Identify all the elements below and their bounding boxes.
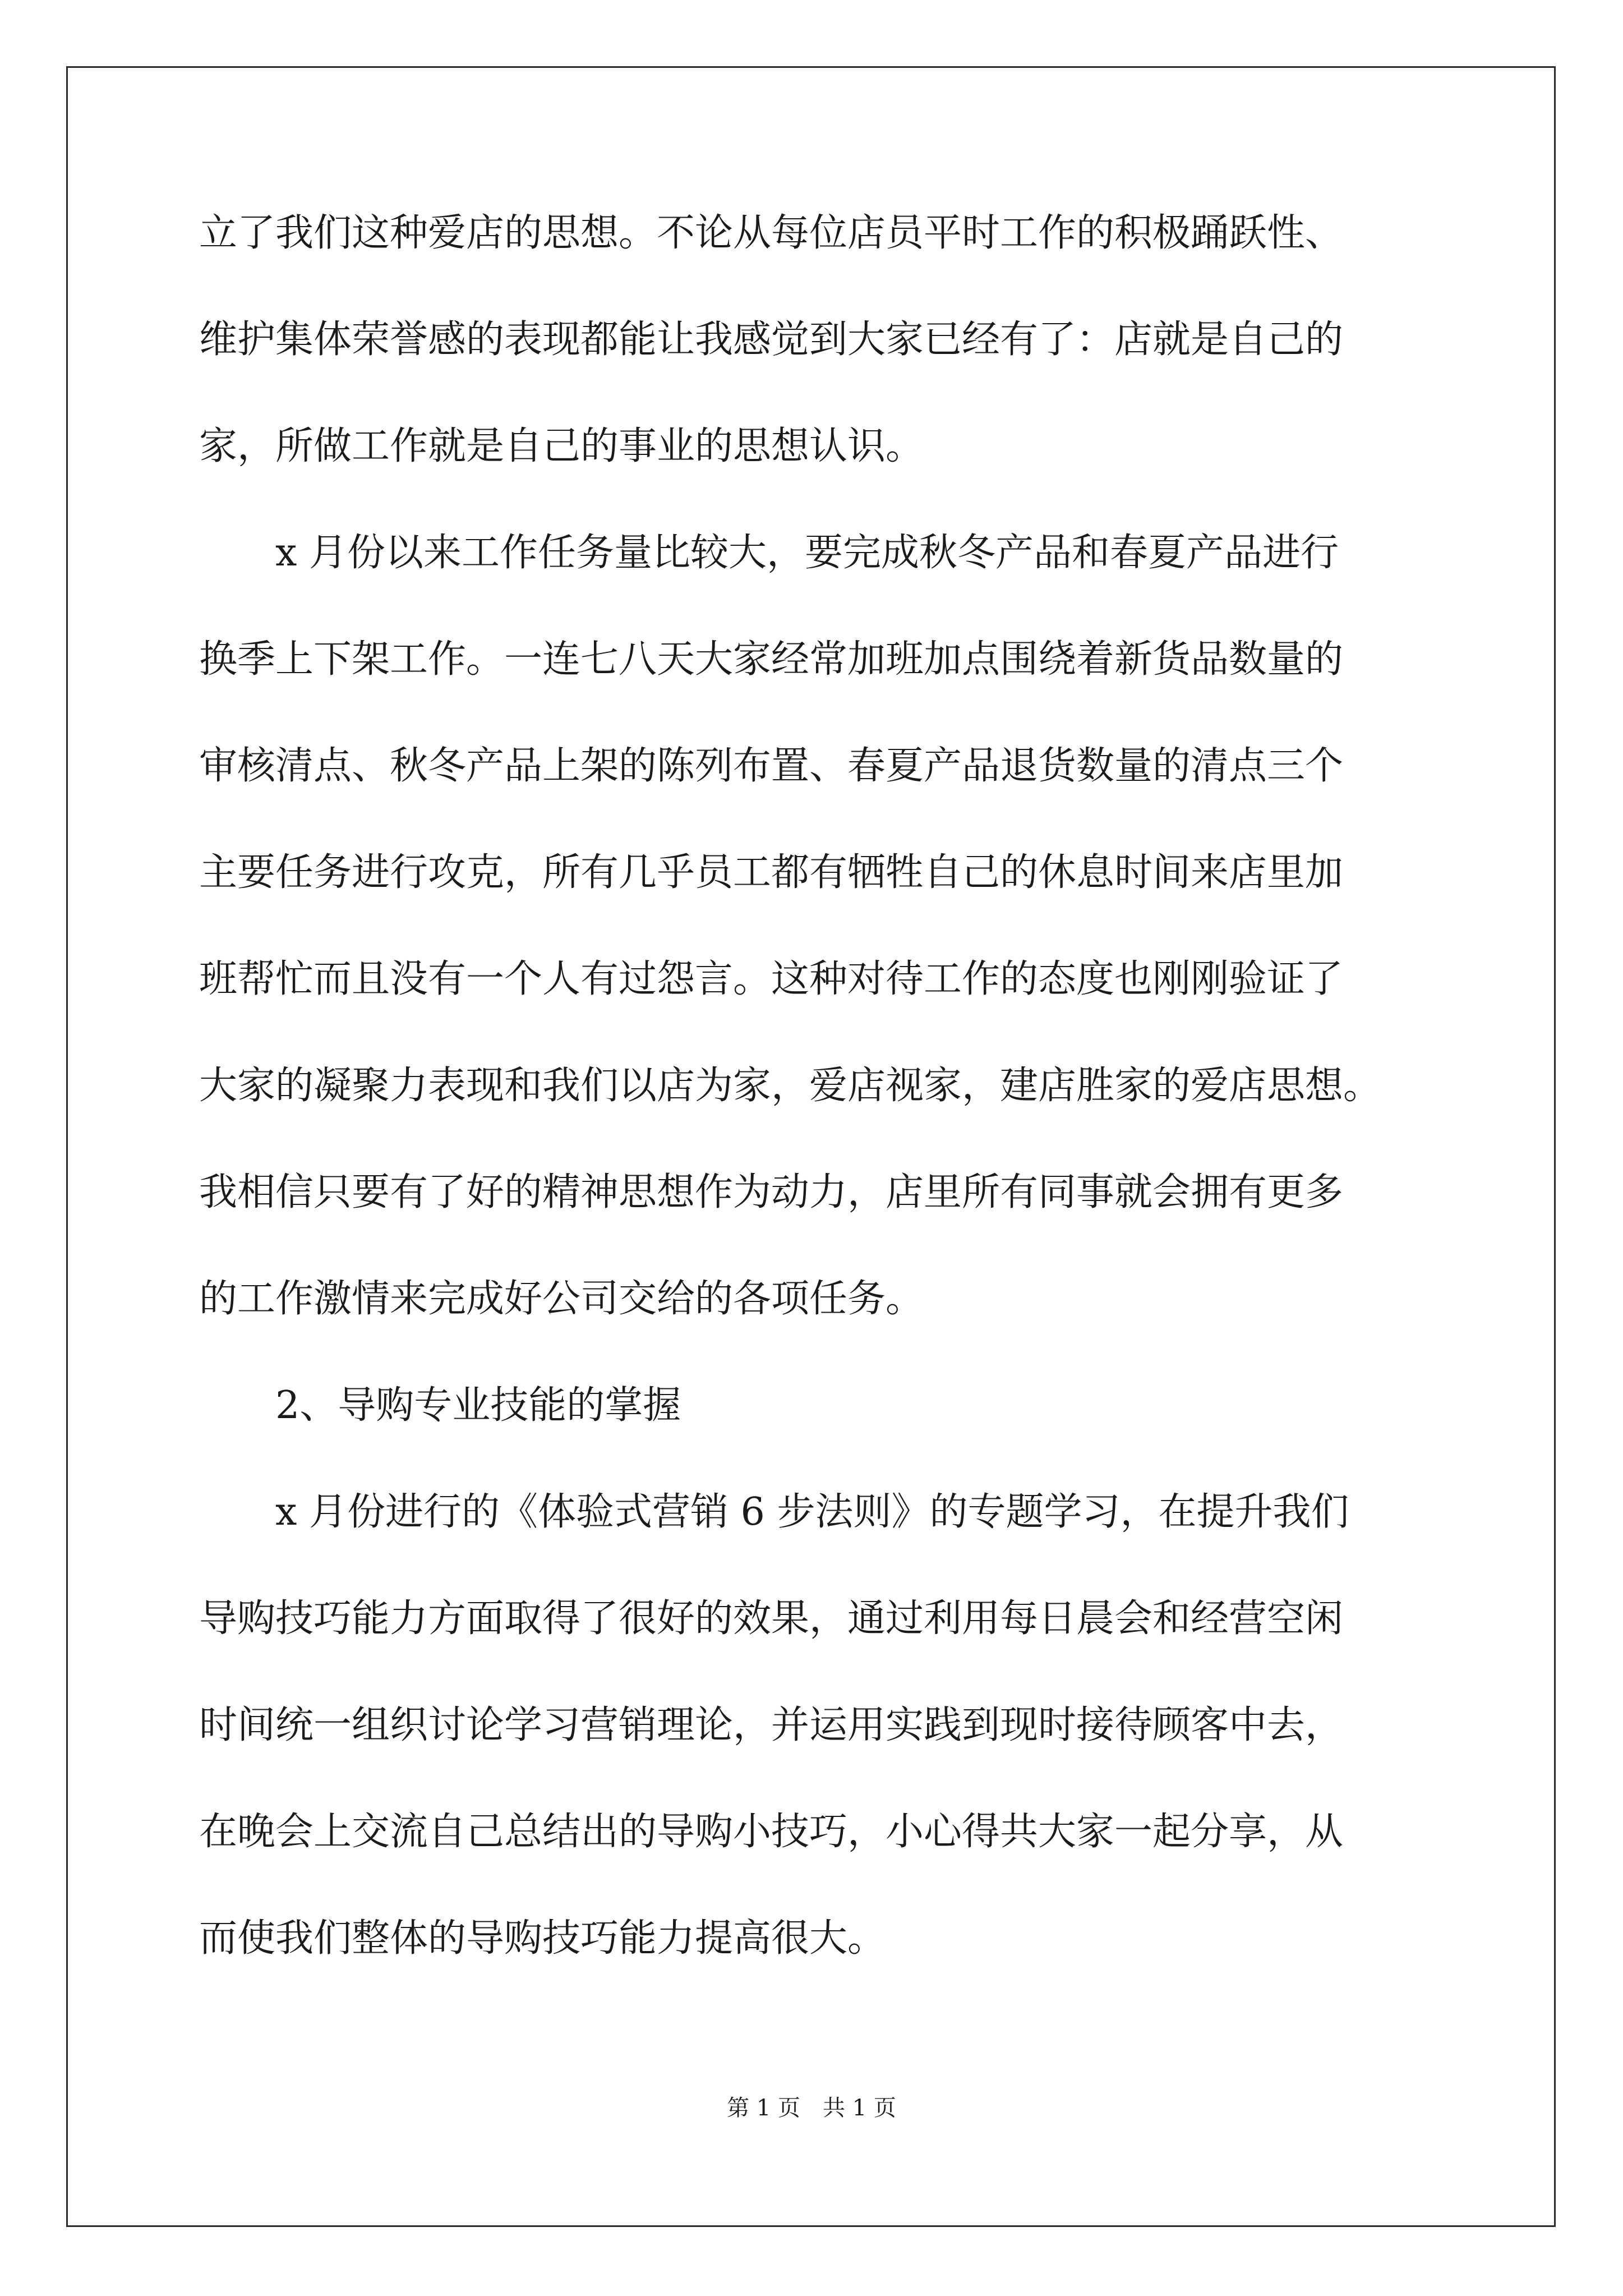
page-number: 第 1 页 xyxy=(727,2095,800,2121)
text-line: 时间统一组织讨论学习营销理论，并运用实践到现时接待顾客中去， xyxy=(199,1703,1344,1747)
text-line: 换季上下架工作。一连七八天大家经常加班加点围绕着新货品数量的 xyxy=(199,637,1344,682)
text-line: 班帮忙而且没有一个人有过怨言。这种对待工作的态度也刚刚验证了 xyxy=(199,957,1344,1001)
page-border xyxy=(66,66,1556,2227)
page-total: 共 1 页 xyxy=(823,2095,896,2121)
text-line: 主要任务进行攻克，所有几乎员工都有牺牲自己的休息时间来店里加 xyxy=(199,850,1344,895)
text-line: 审核清点、秋冬产品上架的陈列布置、春夏产品退货数量的清点三个 xyxy=(199,744,1344,788)
page-footer xyxy=(0,2092,1623,2124)
text-line: 大家的凝聚力表现和我们以店为家，爱店视家，建店胜家的爱店思想。 xyxy=(199,1064,1382,1108)
text-line: 维护集体荣誉感的表现都能让我感觉到大家已经有了：店就是自己的 xyxy=(199,318,1344,362)
text-line: 的工作激情来完成好公司交给的各项任务。 xyxy=(199,1277,924,1321)
text-line: 家，所做工作就是自己的事业的思想认识。 xyxy=(199,424,924,468)
text-line: 而使我们整体的导购技巧能力提高很大。 xyxy=(199,1916,886,1961)
text-line: 导购技巧能力方面取得了很好的效果，通过利用每日晨会和经营空闲 xyxy=(199,1596,1344,1641)
section-heading: 2、导购专业技能的掌握 xyxy=(275,1383,681,1428)
text-line: 在晚会上交流自己总结出的导购小技巧，小心得共大家一起分享，从 xyxy=(199,1810,1344,1854)
text-line: 我相信只要有了好的精神思想作为动力，店里所有同事就会拥有更多 xyxy=(199,1170,1344,1214)
text-line: 立了我们这种爱店的思想。不论从每位店员平时工作的积极踊跃性、 xyxy=(199,211,1344,255)
paragraph-start-line: x 月份进行的《体验式营销 6 步法则》的专题学习，在提升我们 xyxy=(275,1490,1349,1534)
paragraph-start-line: x 月份以来工作任务量比较大，要完成秋冬产品和春夏产品进行 xyxy=(275,531,1339,575)
